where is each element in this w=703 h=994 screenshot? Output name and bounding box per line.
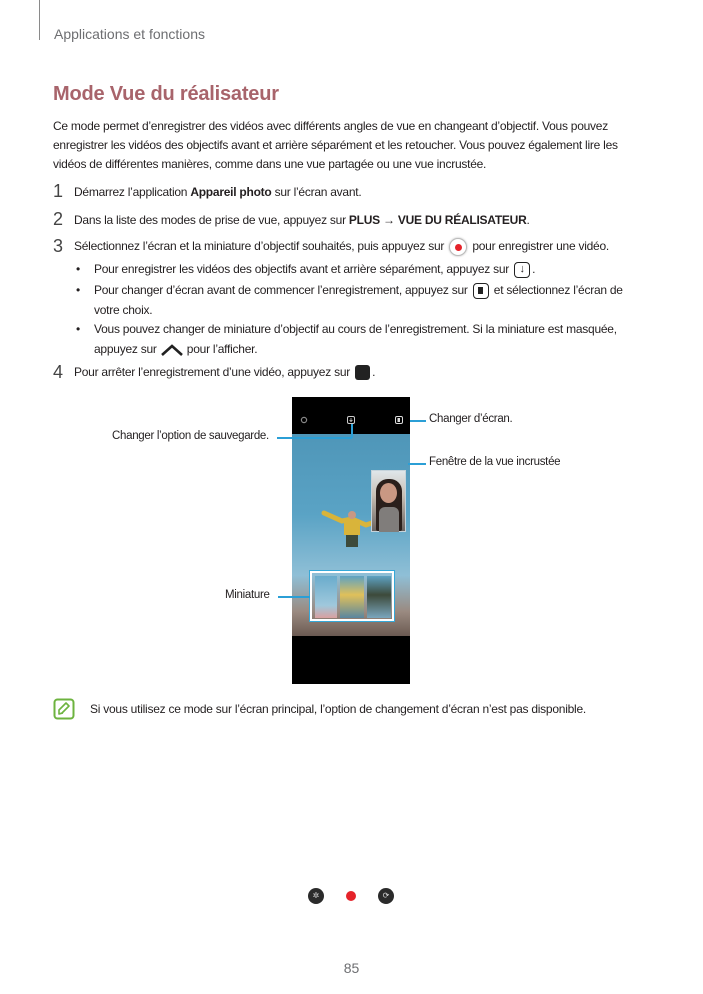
step-text [74, 185, 361, 199]
bullet-text-post: . [532, 262, 536, 276]
header-title: Applications et fonctions [54, 26, 205, 42]
step-text-post: pour enregistrer une vidéo. [469, 238, 609, 253]
bullet-text-pre: Pour changer d’écran avant de commencer l’enregistrement, appuyez sur [94, 283, 471, 297]
thumbnail-tele[interactable] [367, 576, 391, 618]
bullet-text-post: et sélectionnez l’écran de votre choix. [94, 283, 623, 317]
page-number: 85 [343, 960, 360, 976]
step-2 [53, 209, 530, 230]
pip-face [380, 483, 397, 503]
header-rule [39, 0, 40, 40]
camera-preview [292, 434, 410, 636]
callout-line [410, 420, 426, 422]
step-number: 3 [53, 236, 63, 256]
note-text: Si vous utilisez ce mode sur l’écran principal, l’option de changement d’écran n’est pas disponible. [90, 702, 586, 716]
callout-line [277, 437, 352, 439]
bullet-dot: • [76, 322, 80, 336]
bullet-item [76, 319, 646, 359]
flip-camera-icon[interactable]: ⟳ [378, 888, 394, 904]
thumbnail-wide[interactable] [340, 576, 364, 618]
section-title: Mode Vue du réalisateur [53, 83, 279, 105]
step-1 [53, 181, 361, 202]
step-text-pre: Dans la liste des modes de prise de vue, appuyez sur [74, 212, 349, 227]
switch-screen-icon [473, 283, 489, 299]
save-option-icon: ↓ [514, 262, 530, 278]
save-option-icon [347, 416, 355, 424]
callout-line [351, 424, 353, 438]
step-text-pre: Sélectionnez l’écran et la miniature d’objectif souhaités, puis appuyez sur [74, 238, 448, 253]
bullet-text-pre: Vous pouvez changer de miniature d’objectif au cours de l’enregistrement. Si la miniature est masquée, appuyez sur [94, 322, 617, 356]
callout-pip-window: Fenêtre de la vue incrustée [429, 456, 561, 468]
note-icon [53, 698, 75, 720]
switch-screen-icon [395, 416, 403, 424]
callout-switch-screen: Changer d’écran. [429, 413, 513, 425]
step-3 [53, 236, 609, 257]
app-name: Appareil photo [190, 184, 272, 199]
settings-icon [300, 416, 308, 424]
pip-body [379, 507, 399, 532]
lens-thumbnails[interactable] [310, 571, 394, 621]
step-number: 1 [53, 181, 63, 201]
chevron-up-icon [160, 343, 184, 357]
bullet-text-pre: Pour enregistrer les vidéos des objectifs avant et arrière séparément, appuyez sur [94, 262, 513, 276]
bullet-dot: • [76, 262, 80, 276]
intro-paragraph: Ce mode permet d’enregistrer des vidéos avec différents angles de vue en changeant d’objectif. Vous pouvez enregistrer les vidéos des objectifs avant et arrière séparément et les retoucher. Vous pouvez également lire les vidéos de différentes manières, comme dans une vue partagée ou une vue incrustée. [53, 119, 618, 171]
step-text [74, 365, 375, 380]
record-button[interactable] [339, 884, 363, 908]
stop-icon [355, 365, 370, 380]
note [53, 698, 586, 720]
step-text-pre: Pour arrêter l’enregistrement d’une vidéo, appuyez sur [74, 364, 354, 379]
pip-window[interactable] [371, 470, 406, 532]
callout-line [408, 463, 426, 465]
step-text [74, 238, 609, 256]
step-text [74, 213, 530, 227]
menu-plus: PLUS [348, 212, 380, 227]
callout-thumbnail: Miniature [225, 589, 270, 601]
camera-bottom-bar [292, 636, 410, 900]
bullet-item [76, 259, 646, 279]
step-text-post: sur l’écran avant. [271, 184, 362, 199]
callout-save-option: Changer l’option de sauvegarde. [112, 430, 269, 442]
step-4 [53, 362, 375, 383]
bullet-text-post: pour l’afficher. [183, 342, 258, 356]
step-number: 2 [53, 209, 63, 229]
step-text-pre: Démarrez l’application [74, 184, 191, 199]
thumbnail-ultrawide[interactable] [315, 576, 337, 618]
effects-icon[interactable]: ✲ [308, 888, 324, 904]
step-text-post: . [526, 212, 530, 227]
record-icon [449, 238, 467, 256]
step-number: 4 [53, 362, 63, 382]
phone-screenshot [292, 397, 410, 900]
menu-director-view: VUE DU RÉALISATEUR [397, 212, 527, 227]
bullet-item [76, 280, 646, 320]
bullet-dot: • [76, 283, 80, 297]
arrow: → [379, 212, 398, 227]
callout-line [278, 596, 310, 598]
step-text-post: . [372, 364, 376, 379]
